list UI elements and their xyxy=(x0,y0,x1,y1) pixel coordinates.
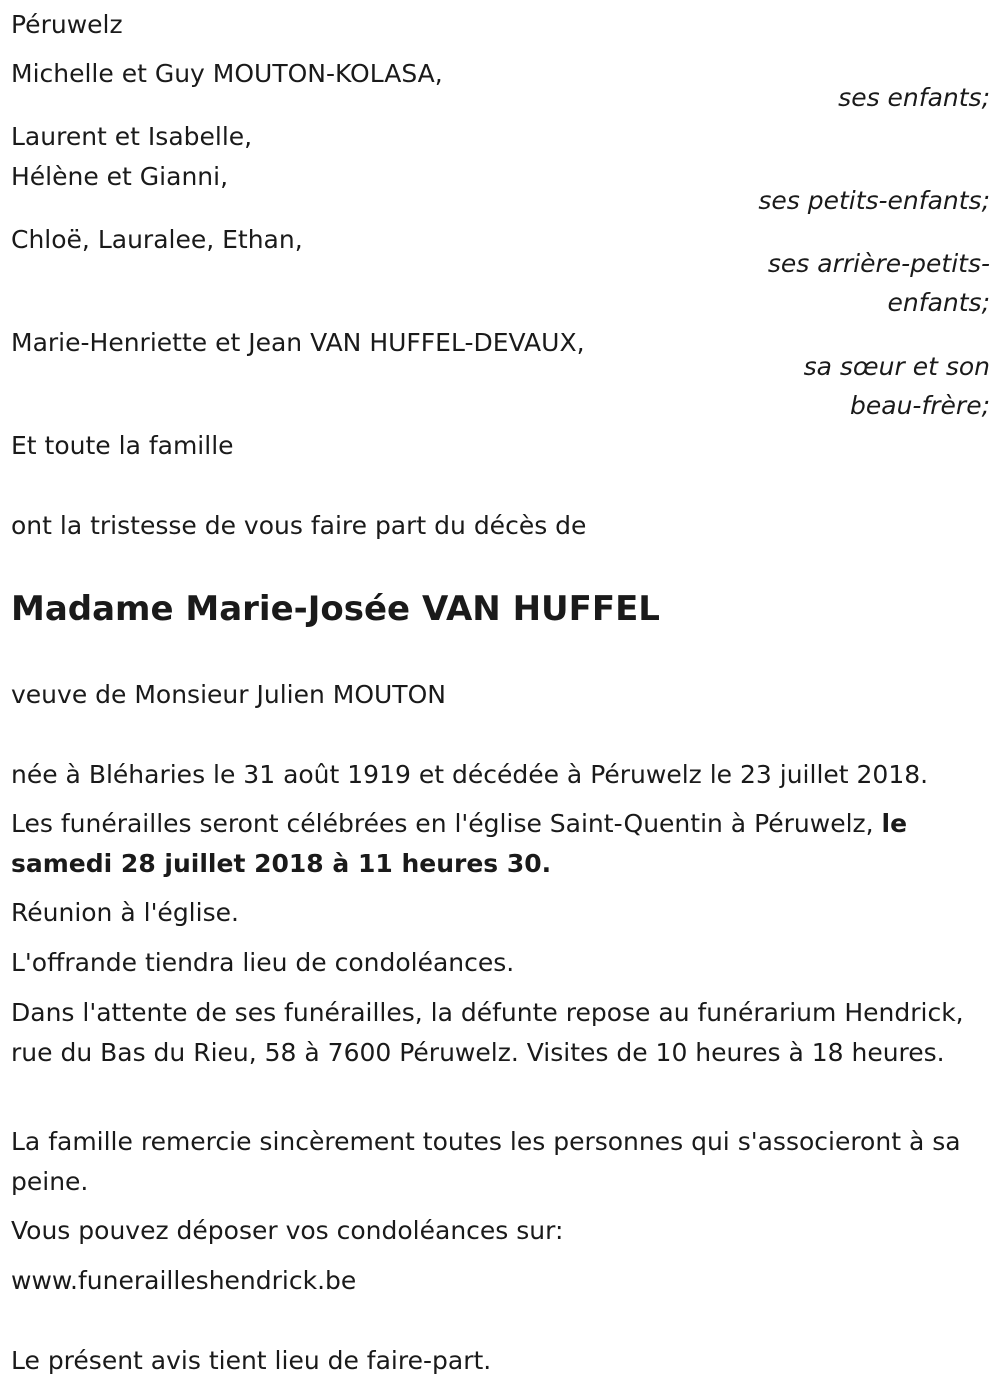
offering: L'offrande tiendra lieu de condoléances. xyxy=(11,948,515,977)
great-grandchildren-role-line-2: enfants; xyxy=(887,288,990,317)
meeting: Réunion à l'église. xyxy=(11,898,239,927)
repose-paragraph: Dans l'attente de ses funérailles, la défunte repose au funérarium Hendrick, rue du Bas du Rieu, 58 à 7600 Péruwelz. Visites de 10 heures à 18 heures. xyxy=(11,998,964,1067)
great-grandchildren-names: Chloë, Lauralee, Ethan, xyxy=(11,225,303,254)
whole-family: Et toute la famille xyxy=(11,431,234,460)
grandchildren-line-2: Hélène et Gianni, xyxy=(11,162,229,191)
sister-names: Marie-Henriette et Jean VAN HUFFEL-DEVAUX, xyxy=(11,328,585,357)
grandchildren-line-1: Laurent et Isabelle, xyxy=(11,122,253,151)
town: Péruwelz xyxy=(11,10,123,39)
website-link[interactable]: www.funerailleshendrick.be xyxy=(11,1266,357,1295)
deceased-name: Madame Marie-Josée VAN HUFFEL xyxy=(11,589,660,629)
funeral-date: le samedi 28 juillet 2018 à 11 heures 30. xyxy=(11,809,908,878)
widow-of: veuve de Monsieur Julien MOUTON xyxy=(11,680,446,709)
sister-role-line-2: beau-frère; xyxy=(850,391,990,420)
notice: Le présent avis tient lieu de faire-part. xyxy=(11,1346,492,1375)
condolences-prompt: Vous pouvez déposer vos condoléances sur: xyxy=(11,1216,564,1245)
sister-role-line-1: sa sœur et son xyxy=(803,352,990,381)
funeral-text: Les funérailles seront célébrées en l'église Saint-Quentin à Péruwelz, xyxy=(11,809,882,838)
funeral-paragraph xyxy=(11,804,986,884)
thanks-paragraph: La famille remercie sincèrement toutes les personnes qui s'associeront à sa peine. xyxy=(11,1127,961,1196)
birth-death: née à Bléharies le 31 août 1919 et décédée à Péruwelz le 23 juillet 2018. xyxy=(11,760,929,789)
children-names: Michelle et Guy MOUTON-KOLASA, xyxy=(11,59,443,88)
children-role: ses enfants; xyxy=(838,83,990,112)
great-grandchildren-role-line-1: ses arrière-petits- xyxy=(767,249,990,278)
grandchildren-role: ses petits-enfants; xyxy=(758,186,990,215)
announcement: ont la tristesse de vous faire part du décès de xyxy=(11,511,587,540)
